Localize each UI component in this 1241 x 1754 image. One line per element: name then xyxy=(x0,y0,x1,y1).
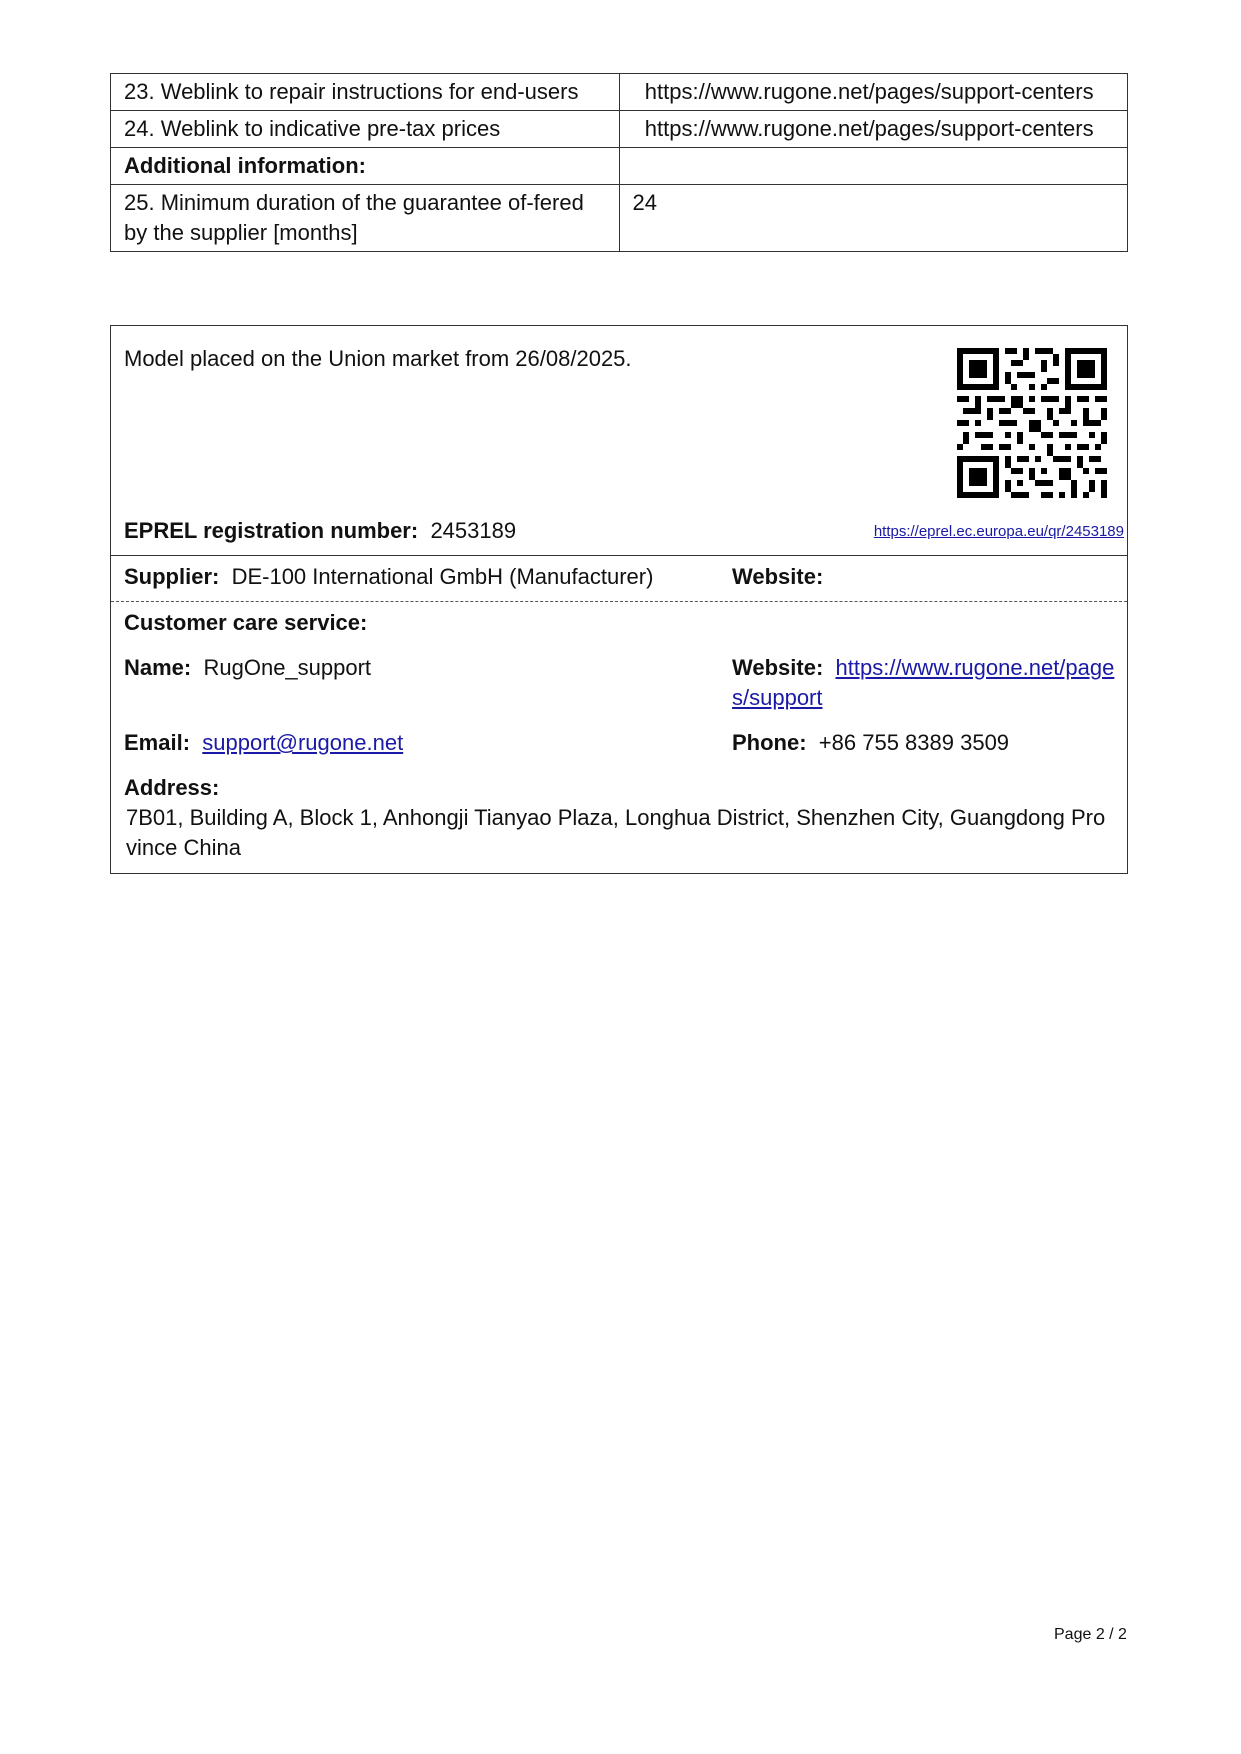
customer-care-heading: Customer care service: xyxy=(124,610,368,635)
section-heading: Additional information: xyxy=(111,148,620,185)
eprel-number: 2453189 xyxy=(430,518,517,543)
eprel-registration xyxy=(124,516,516,546)
product-info-table xyxy=(110,73,1128,252)
row-label: 25. Minimum duration of the guarantee of-fered by the supplier [months] xyxy=(111,185,620,252)
eprel-label: EPREL registration number: xyxy=(124,518,419,543)
row-label: 24. Weblink to indicative pre-tax prices xyxy=(111,111,620,148)
row-label: 23. Weblink to repair instructions for end-users xyxy=(111,74,620,111)
address-value: 7B01, Building A, Block 1, Anhongji Tianyao Plaza, Longhua District, Shenzhen City, Guangdong Province China xyxy=(126,805,1106,860)
supplier-label: Supplier: xyxy=(124,564,220,589)
care-name-row xyxy=(124,653,371,683)
row-value: https://www.rugone.net/pages/support-centers xyxy=(619,111,1127,148)
supplier-row xyxy=(124,562,653,592)
row-value: https://www.rugone.net/pages/support-centers xyxy=(619,74,1127,111)
supplier-value: DE-100 International GmbH (Manufacturer) xyxy=(231,564,654,589)
supplier-website-label: Website: xyxy=(732,564,824,589)
website-link[interactable]: https://www.rugone.net/pages/support xyxy=(732,655,1115,710)
care-website-row xyxy=(732,653,1117,713)
table-row xyxy=(111,185,1128,252)
dashed-divider xyxy=(111,601,1127,602)
row-value: 24 xyxy=(619,185,1127,252)
website-label: Website: xyxy=(732,655,824,680)
supplier-website xyxy=(732,562,823,592)
model-placed-text: Model placed on the Union market from 26/08/2025. xyxy=(124,346,632,371)
phone-label: Phone: xyxy=(732,730,807,755)
qr-code-icon[interactable] xyxy=(957,348,1107,498)
address-label: Address: xyxy=(124,775,220,800)
table-row xyxy=(111,111,1128,148)
care-phone-row xyxy=(732,728,1009,758)
phone-value: +86 755 8389 3509 xyxy=(818,730,1010,755)
eprel-link[interactable]: https://eprel.ec.europa.eu/qr/2453189 xyxy=(873,523,1124,540)
row-value xyxy=(619,148,1127,185)
name-label: Name: xyxy=(124,655,192,680)
page-number: Page 2 / 2 xyxy=(1054,1626,1127,1643)
care-email-row xyxy=(124,728,403,758)
email-link[interactable]: support@rugone.net xyxy=(202,730,404,755)
email-label: Email: xyxy=(124,730,191,755)
name-value: RugOne_support xyxy=(203,655,372,680)
table-row xyxy=(111,74,1128,111)
divider xyxy=(111,555,1127,556)
eprel-info-box xyxy=(110,325,1128,874)
table-row xyxy=(111,148,1128,185)
